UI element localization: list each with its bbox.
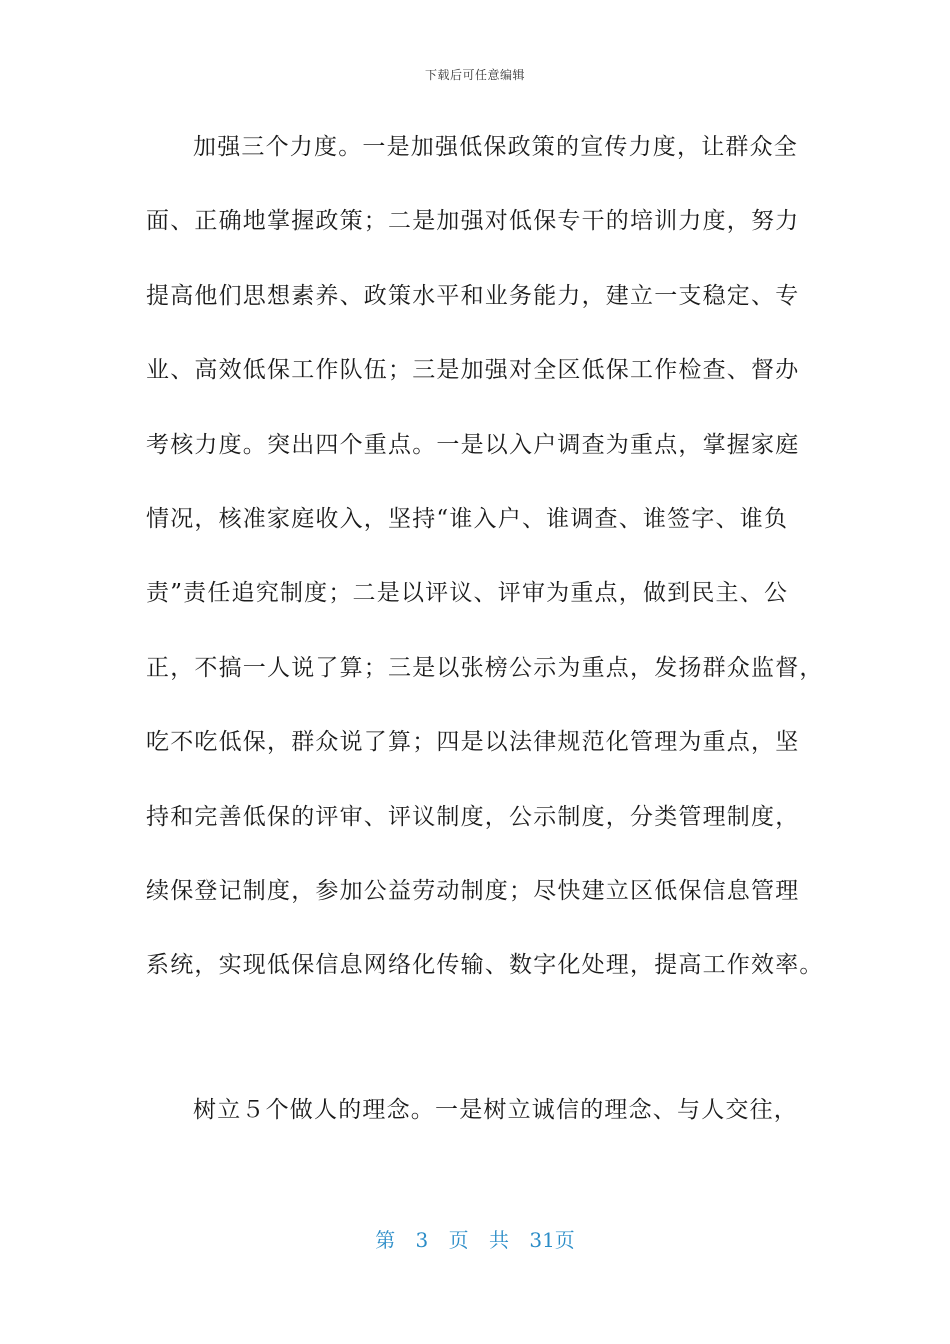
text-line: 面、正确地掌握政策；二是加强对低保专干的培训力度，努力 xyxy=(146,208,800,235)
text-line: 加强三个力度。一是加强低保政策的宣传力度，让群众全 xyxy=(193,134,798,160)
footer-label-gong: 共 xyxy=(489,1228,509,1252)
text-line: 吃不吃低保，群众说了算；四是以法律规范化管理为重点，坚 xyxy=(146,729,800,756)
page-header: 下载后可任意编辑 xyxy=(424,68,525,82)
footer-total-pages: 31页 xyxy=(529,1228,575,1252)
paragraph-1 xyxy=(146,110,824,1003)
text-line: 正，不搞一人说了算；三是以张榜公示为重点，发扬群众监督， xyxy=(146,654,824,681)
footer-label-di: 第 xyxy=(375,1228,396,1252)
text-line: 树立５个做人的理念。一是树立诚信的理念、与人交往， xyxy=(193,1096,798,1123)
text-line: 系统，实现低保信息网络化传输、数字化处理，提高工作效率。 xyxy=(146,952,824,979)
text-line: 提高他们思想素养、政策水平和业务能力，建立一支稳定、专 xyxy=(146,282,800,309)
footer-current-page: 3 xyxy=(415,1228,429,1252)
text-line: 情况，核准家庭收入，坚持“谁入户、谁调查、谁签字、谁负 xyxy=(146,505,789,532)
text-line: 考核力度。突出四个重点。一是以入户调查为重点，掌握家庭 xyxy=(146,431,800,458)
document-body xyxy=(146,110,824,1147)
text-line: 责”责任追究制度；二是以评议、评审为重点，做到民主、公 xyxy=(146,580,789,607)
footer-label-ye: 页 xyxy=(448,1228,469,1252)
paragraph-2 xyxy=(146,1073,811,1147)
text-line: 续保登记制度，参加公益劳动制度；尽快建立区低保信息管理 xyxy=(146,877,800,904)
text-line: 业、高效低保工作队伍；三是加强对全区低保工作检查、督办 xyxy=(146,357,800,384)
text-line: 持和完善低保的评审、评议制度，公示制度，分类管理制度， xyxy=(146,803,800,830)
page-footer xyxy=(0,1224,950,1253)
paragraph-gap xyxy=(146,1003,811,1073)
